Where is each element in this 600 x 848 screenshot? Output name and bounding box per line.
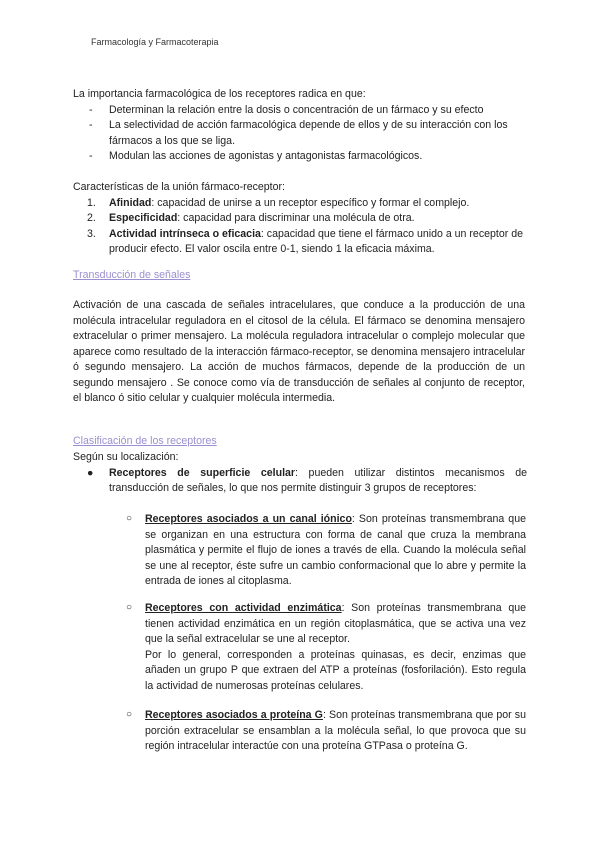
clasificacion-section [73,450,533,497]
list-item [73,196,533,212]
list-item: - Modulan las acciones de agonistas y antagonistas farmacológicos. [73,149,533,165]
circle-bullet-icon: ○ [126,513,133,524]
bullet-dot-icon: ● [87,466,94,479]
bullet-term: Receptores de superficie celular [109,466,296,479]
list-number: 2. [87,212,96,224]
sub-text: : Son proteínas transmembrana que por su porción extracelular se ensamblan a la molécula señal, lo que provoca que su región intracelular interactúe con una proteína GTPasa o proteína G. [145,709,526,752]
list-number: 1. [87,196,96,209]
term-definition: : capacidad de unirse a un receptor específico y formar el complejo. [151,196,470,209]
list-number: 3. [87,227,96,240]
union-intro: Características de la unión fármaco-receptor: [73,181,285,193]
term-afinidad: Afinidad [109,196,152,209]
transduccion-paragraph: Activación de una cascada de señales intracelulares, que conduce a la producción de una molécula intracelular reguladora en el citosol de la célula. El fármaco se denomina mensajero extracelular o primer mensajero. La molécula reguladora intracelular o complejo molecular que aparece como resultado de la interacción fármaco-receptor, se denomina mensajero intracelular ó segundo mensajero. La acción de muchos fármacos, depende de la producción de un segundo mensajero . Se conoce como vía de transducción de señales al conjunto de receptor, el blanco ó sitio celular y cualquier molécula intermedia. [73,299,525,404]
term-especificidad: Especificidad [109,212,178,224]
heading-clasificacion[interactable]: Clasificación de los receptores [73,435,217,447]
heading-transduccion[interactable]: Transducción de señales [73,269,191,281]
sub-text: : Son proteínas transmembrana que tienen actividad enzimática en un región citoplasmática, que se activa una vez que la señal extracelular se une al receptor. [145,602,526,645]
list-item: - La selectividad de acción farmacológica depende de ellos y de su interacción con los fármacos a los que se liga. [73,118,533,149]
bullet-superficie [73,466,527,497]
sub-item-canal-ionico [126,512,526,590]
sub-item-proteina-g [126,708,526,755]
list-item [73,227,533,258]
term-definition: : capacidad para discriminar una molécula de otra. [177,212,415,224]
sub-item-enzimatica [126,601,526,694]
union-list [73,196,533,258]
importance-list [73,103,533,165]
term-definition: : capacidad que tiene el fármaco unido a un receptor de producir efecto. El valor oscila entre 0-1, siendo 1 la eficacia máxima. [109,227,523,255]
sub-text: : Son proteínas transmembrana que se organizan en una estructura con forma de canal que cruza la membrana plasmática y permite el flujo de iones a través de ella. Cuando la molécula señal se une al receptor, éste sufre un cambio conformacional que lo abre y permite la entrada de iones al citoplasma. [145,513,526,587]
sub-term: Receptores asociados a proteína G [145,709,323,721]
list-item [73,211,533,227]
clasificacion-intro: Según su localización: [73,451,179,463]
list-item: - Determinan la relación entre la dosis o concentración de un fármaco y su efecto [73,103,533,119]
sub-term: Receptores con actividad enzimática [145,602,342,614]
term-actividad: Actividad intrínseca o eficacia [109,227,261,240]
page-header: Farmacología y Farmacoterapia [91,37,219,47]
bullet-text: : pueden utilizar distintos mecanismos de transducción de señales, lo que nos permite distinguir 3 grupos de receptores: [109,466,527,494]
union-section [73,180,533,258]
importance-intro: La importancia farmacológica de los receptores radica en que: [73,88,366,100]
circle-bullet-icon: ○ [126,709,133,720]
circle-bullet-icon: ○ [126,602,133,613]
importance-section [73,87,533,165]
sub-term: Receptores asociados a un canal iónico [145,513,352,525]
sub-extra: Por lo general, corresponden a proteínas quinasas, es decir, enzimas que añaden un grupo P que extraen del ATP a proteínas (fosforilación). Esto regula la actividad de numerosas proteínas celulares. [145,648,526,692]
